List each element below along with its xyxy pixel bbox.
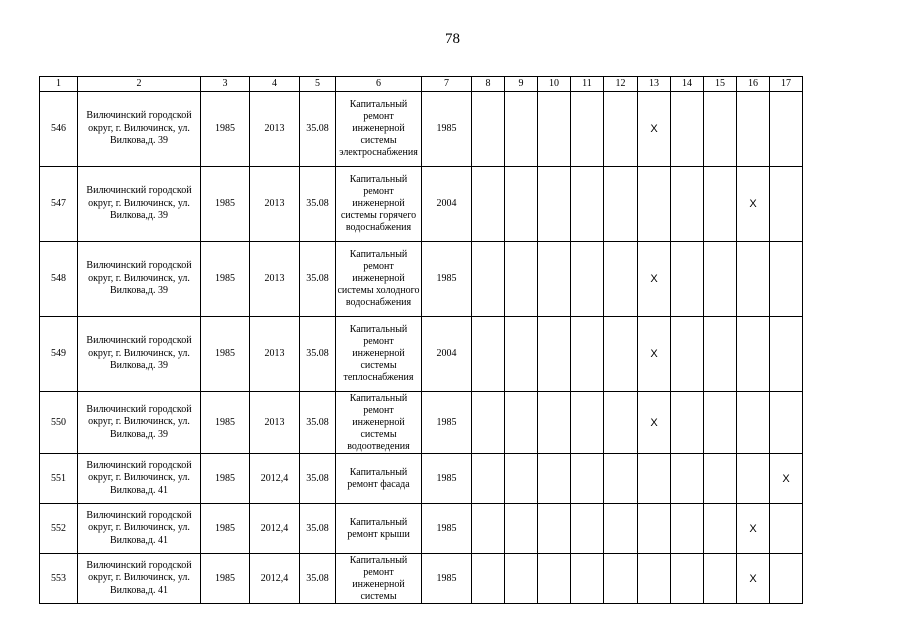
code-cell: 35.08 bbox=[300, 392, 336, 454]
header-cell: 4 bbox=[250, 77, 300, 92]
empty-cell bbox=[770, 554, 803, 604]
empty-cell bbox=[472, 454, 505, 504]
plan-year-cell: 2012,4 bbox=[250, 454, 300, 504]
address-cell: Вилючинский городской округ, г. Вилючинск, ул. Вилкова,д. 41 bbox=[78, 504, 201, 554]
work-type-cell: Капитальный ремонт инженерной системы теплоснабжения bbox=[336, 317, 422, 392]
empty-cell bbox=[737, 317, 770, 392]
code-cell: 35.08 bbox=[300, 92, 336, 167]
header-cell: 2 bbox=[78, 77, 201, 92]
address-cell: Вилючинский городской округ, г. Вилючинск, ул. Вилкова,д. 41 bbox=[78, 554, 201, 604]
header-cell: 17 bbox=[770, 77, 803, 92]
empty-cell bbox=[472, 392, 505, 454]
empty-cell bbox=[538, 392, 571, 454]
header-cell: 1 bbox=[40, 77, 78, 92]
mark-cell: X bbox=[737, 167, 770, 242]
table-row bbox=[40, 242, 803, 317]
empty-cell bbox=[571, 92, 604, 167]
mark-cell: X bbox=[770, 454, 803, 504]
year-cell: 1985 bbox=[422, 392, 472, 454]
empty-cell bbox=[571, 454, 604, 504]
empty-cell bbox=[737, 242, 770, 317]
year-cell: 1985 bbox=[422, 504, 472, 554]
empty-cell bbox=[704, 554, 737, 604]
row-number: 551 bbox=[40, 454, 78, 504]
empty-cell bbox=[770, 242, 803, 317]
empty-cell bbox=[538, 454, 571, 504]
address-cell: Вилючинский городской округ, г. Вилючинск, ул. Вилкова,д. 39 bbox=[78, 167, 201, 242]
row-number: 547 bbox=[40, 167, 78, 242]
empty-cell bbox=[604, 392, 638, 454]
empty-cell bbox=[604, 554, 638, 604]
code-cell: 35.08 bbox=[300, 504, 336, 554]
header-cell: 14 bbox=[671, 77, 704, 92]
empty-cell bbox=[770, 167, 803, 242]
empty-cell bbox=[671, 167, 704, 242]
year-cell: 1985 bbox=[422, 92, 472, 167]
row-number: 552 bbox=[40, 504, 78, 554]
work-type-cell: Капитальный ремонт инженерной системы электроснабжения bbox=[336, 92, 422, 167]
year-cell: 1985 bbox=[422, 242, 472, 317]
mark-cell: X bbox=[737, 504, 770, 554]
year-cell: 1985 bbox=[201, 554, 250, 604]
empty-cell bbox=[505, 92, 538, 167]
empty-cell bbox=[671, 92, 704, 167]
work-type-cell: Капитальный ремонт инженерной системы bbox=[336, 554, 422, 604]
year-cell: 1985 bbox=[201, 242, 250, 317]
capital-repair-table bbox=[39, 76, 803, 604]
work-type-cell: Капитальный ремонт инженерной системы горячего водоснабжения bbox=[336, 167, 422, 242]
year-cell: 1985 bbox=[201, 92, 250, 167]
empty-cell bbox=[571, 554, 604, 604]
plan-year-cell: 2013 bbox=[250, 242, 300, 317]
empty-cell bbox=[770, 92, 803, 167]
empty-cell bbox=[538, 554, 571, 604]
year-cell: 1985 bbox=[422, 454, 472, 504]
empty-cell bbox=[472, 317, 505, 392]
table-row bbox=[40, 317, 803, 392]
code-cell: 35.08 bbox=[300, 242, 336, 317]
empty-cell bbox=[671, 454, 704, 504]
mark-cell: X bbox=[737, 554, 770, 604]
empty-cell bbox=[737, 454, 770, 504]
plan-year-cell: 2012,4 bbox=[250, 504, 300, 554]
empty-cell bbox=[671, 504, 704, 554]
empty-cell bbox=[505, 167, 538, 242]
code-cell: 35.08 bbox=[300, 454, 336, 504]
address-cell: Вилючинский городской округ, г. Вилючинск, ул. Вилкова,д. 39 bbox=[78, 317, 201, 392]
empty-cell bbox=[538, 317, 571, 392]
empty-cell bbox=[505, 242, 538, 317]
empty-cell bbox=[770, 504, 803, 554]
empty-cell bbox=[571, 167, 604, 242]
table-row bbox=[40, 392, 803, 454]
empty-cell bbox=[704, 392, 737, 454]
plan-year-cell: 2012,4 bbox=[250, 554, 300, 604]
header-cell: 11 bbox=[571, 77, 604, 92]
empty-cell bbox=[505, 317, 538, 392]
header-cell: 8 bbox=[472, 77, 505, 92]
empty-cell bbox=[538, 167, 571, 242]
empty-cell bbox=[604, 92, 638, 167]
empty-cell bbox=[472, 242, 505, 317]
table-row bbox=[40, 504, 803, 554]
empty-cell bbox=[604, 504, 638, 554]
empty-cell bbox=[604, 454, 638, 504]
work-type-cell: Капитальный ремонт крыши bbox=[336, 504, 422, 554]
empty-cell bbox=[604, 242, 638, 317]
mark-cell: X bbox=[638, 242, 671, 317]
empty-cell bbox=[638, 554, 671, 604]
row-number: 550 bbox=[40, 392, 78, 454]
empty-cell bbox=[505, 554, 538, 604]
table-row bbox=[40, 167, 803, 242]
empty-cell bbox=[671, 554, 704, 604]
empty-cell bbox=[671, 242, 704, 317]
address-cell: Вилючинский городской округ, г. Вилючинск, ул. Вилкова,д. 39 bbox=[78, 92, 201, 167]
work-type-cell: Капитальный ремонт фасада bbox=[336, 454, 422, 504]
header-cell: 5 bbox=[300, 77, 336, 92]
code-cell: 35.08 bbox=[300, 167, 336, 242]
empty-cell bbox=[737, 392, 770, 454]
code-cell: 35.08 bbox=[300, 317, 336, 392]
year-cell: 1985 bbox=[201, 454, 250, 504]
plan-year-cell: 2013 bbox=[250, 92, 300, 167]
mark-cell: X bbox=[638, 92, 671, 167]
empty-cell bbox=[571, 504, 604, 554]
empty-cell bbox=[770, 392, 803, 454]
empty-cell bbox=[538, 242, 571, 317]
year-cell: 1985 bbox=[201, 504, 250, 554]
table-row bbox=[40, 554, 803, 604]
header-cell: 12 bbox=[604, 77, 638, 92]
header-cell: 3 bbox=[201, 77, 250, 92]
address-cell: Вилючинский городской округ, г. Вилючинск, ул. Вилкова,д. 39 bbox=[78, 392, 201, 454]
empty-cell bbox=[770, 317, 803, 392]
mark-cell: X bbox=[638, 392, 671, 454]
empty-cell bbox=[638, 167, 671, 242]
empty-cell bbox=[704, 92, 737, 167]
empty-cell bbox=[704, 504, 737, 554]
empty-cell bbox=[505, 392, 538, 454]
year-cell: 1985 bbox=[201, 167, 250, 242]
header-cell: 7 bbox=[422, 77, 472, 92]
header-cell: 9 bbox=[505, 77, 538, 92]
row-number: 548 bbox=[40, 242, 78, 317]
plan-year-cell: 2013 bbox=[250, 317, 300, 392]
empty-cell bbox=[704, 167, 737, 242]
empty-cell bbox=[737, 92, 770, 167]
year-cell: 1985 bbox=[201, 392, 250, 454]
empty-cell bbox=[604, 317, 638, 392]
row-number: 549 bbox=[40, 317, 78, 392]
table-row bbox=[40, 454, 803, 504]
row-number: 546 bbox=[40, 92, 78, 167]
empty-cell bbox=[472, 167, 505, 242]
empty-cell bbox=[472, 554, 505, 604]
page-number: 78 bbox=[445, 31, 460, 47]
empty-cell bbox=[472, 92, 505, 167]
empty-cell bbox=[472, 504, 505, 554]
header-cell: 13 bbox=[638, 77, 671, 92]
empty-cell bbox=[704, 242, 737, 317]
year-cell: 1985 bbox=[201, 317, 250, 392]
row-number: 553 bbox=[40, 554, 78, 604]
mark-cell: X bbox=[638, 317, 671, 392]
code-cell: 35.08 bbox=[300, 554, 336, 604]
empty-cell bbox=[671, 317, 704, 392]
empty-cell bbox=[571, 242, 604, 317]
empty-cell bbox=[704, 317, 737, 392]
empty-cell bbox=[505, 504, 538, 554]
empty-cell bbox=[671, 392, 704, 454]
empty-cell bbox=[704, 454, 737, 504]
work-type-cell: Капитальный ремонт инженерной системы холодного водоснабжения bbox=[336, 242, 422, 317]
year-cell: 2004 bbox=[422, 167, 472, 242]
plan-year-cell: 2013 bbox=[250, 167, 300, 242]
plan-year-cell: 2013 bbox=[250, 392, 300, 454]
empty-cell bbox=[571, 392, 604, 454]
address-cell: Вилючинский городской округ, г. Вилючинск, ул. Вилкова,д. 41 bbox=[78, 454, 201, 504]
header-cell: 15 bbox=[704, 77, 737, 92]
empty-cell bbox=[505, 454, 538, 504]
empty-cell bbox=[538, 504, 571, 554]
empty-cell bbox=[604, 167, 638, 242]
empty-cell bbox=[638, 504, 671, 554]
empty-cell bbox=[538, 92, 571, 167]
empty-cell bbox=[638, 454, 671, 504]
table-row bbox=[40, 92, 803, 167]
header-row bbox=[40, 77, 803, 92]
work-type-cell: Капитальный ремонт инженерной системы водоотведения bbox=[336, 392, 422, 454]
year-cell: 2004 bbox=[422, 317, 472, 392]
header-cell: 10 bbox=[538, 77, 571, 92]
header-cell: 16 bbox=[737, 77, 770, 92]
header-cell: 6 bbox=[336, 77, 422, 92]
address-cell: Вилючинский городской округ, г. Вилючинск, ул. Вилкова,д. 39 bbox=[78, 242, 201, 317]
empty-cell bbox=[571, 317, 604, 392]
year-cell: 1985 bbox=[422, 554, 472, 604]
